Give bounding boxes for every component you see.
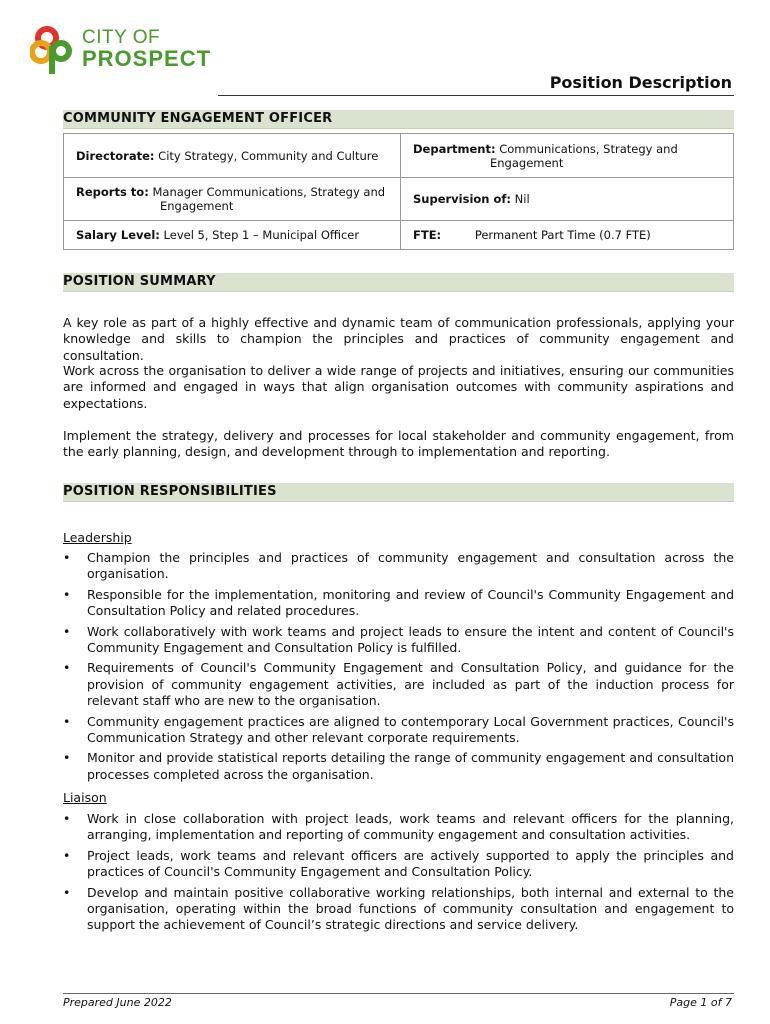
list-item: • Project leads, work teams and relevant officers are actively supported to apply the principles and practices of Council's Community Engagement and Consultation Policy. bbox=[63, 848, 734, 881]
fte-cell bbox=[401, 221, 734, 250]
summary-heading-band bbox=[63, 273, 734, 292]
list-item: • Responsible for the implementation, monitoring and review of Council's Community Engagement and Consultation Policy and related procedures. bbox=[63, 587, 734, 620]
footer-page-number: Page 1 of 7 bbox=[669, 996, 732, 1009]
supervision-cell bbox=[401, 178, 734, 221]
footer-prepared-date: Prepared June 2022 bbox=[63, 996, 172, 1009]
position-title-band bbox=[63, 110, 734, 129]
directorate-value: City Strategy, Community and Culture bbox=[158, 148, 379, 163]
department-value: Communications, Strategy and Engagement bbox=[490, 141, 678, 170]
table-row bbox=[64, 221, 734, 250]
directorate-cell bbox=[64, 134, 401, 178]
summary-heading: POSITION SUMMARY bbox=[63, 274, 216, 289]
department-cell bbox=[401, 134, 734, 178]
summary-paragraph: Work across the organisation to deliver a wide range of projects and initiatives, ensuring our communities are informed and engaged in ways that align organisation outcomes with community aspirations and expectations. bbox=[63, 363, 734, 411]
title-divider bbox=[218, 95, 734, 96]
logo-line-2: PROSPECT bbox=[82, 46, 212, 71]
summary-paragraph: Implement the strategy, delivery and processes for local stakeholder and community engagement, from the early planning, design, and development through to implementation and reporting. bbox=[63, 428, 734, 460]
liaison-list bbox=[63, 811, 734, 938]
position-info-table bbox=[63, 133, 734, 250]
table-row bbox=[64, 134, 734, 178]
reports-to-cell bbox=[64, 178, 401, 221]
city-of-prospect-logo bbox=[30, 22, 215, 77]
liaison-subheading: Liaison bbox=[63, 790, 107, 805]
fte-value: Permanent Part Time (0.7 FTE) bbox=[474, 228, 651, 242]
position-title: COMMUNITY ENGAGEMENT OFFICER bbox=[63, 111, 333, 126]
supervision-value: Nil bbox=[514, 192, 530, 206]
leadership-list bbox=[63, 550, 734, 787]
reports-to-value: Manager Communications, Strategy and Engagement bbox=[152, 185, 386, 213]
list-item: • Work collaboratively with work teams and project leads to ensure the intent and content of Council's Community Engagement and Consultation Policy is fulfilled. bbox=[63, 624, 734, 657]
salary-label: Salary Level: bbox=[76, 228, 160, 242]
reports-to-label: Reports to: bbox=[76, 185, 149, 199]
logo-mark-icon bbox=[30, 24, 80, 76]
document-title: Position Description bbox=[549, 73, 732, 92]
fte-label: FTE: bbox=[413, 228, 442, 242]
list-item: • Community engagement practices are aligned to contemporary Local Government practices, Council's Communication Strategy and other relevant corporate requirements. bbox=[63, 714, 734, 747]
list-item: • Champion the principles and practices of community engagement and consultation across the organisation. bbox=[63, 550, 734, 583]
leadership-subheading: Leadership bbox=[63, 530, 132, 545]
table-row bbox=[64, 178, 734, 221]
department-label: Department: bbox=[413, 141, 496, 156]
summary-paragraph: A key role as part of a highly effective and dynamic team of communication professionals, applying your knowledge and skills to champion the principles and practices of community engagement and consultation. bbox=[63, 315, 734, 363]
list-item: • Monitor and provide statistical reports detailing the range of community engagement and consultation processes completed across the organisation. bbox=[63, 750, 734, 783]
logo-line-1: CITY OF bbox=[82, 27, 161, 48]
list-item: • Develop and maintain positive collaborative working relationships, both internal and external to the organisation, operating within the broad functions of community consultation and engagement to support the achievement of Council’s strategic directions and service delivery. bbox=[63, 885, 734, 934]
list-item: • Requirements of Council's Community Engagement and Consultation Policy, and guidance for the provision of community engagement activities, are included as part of the induction process for relevant staff who are new to the organisation. bbox=[63, 660, 734, 709]
salary-value: Level 5, Step 1 – Municipal Officer bbox=[163, 228, 360, 242]
footer-divider bbox=[63, 993, 734, 994]
supervision-label: Supervision of: bbox=[413, 192, 511, 206]
responsibilities-heading-band bbox=[63, 483, 734, 502]
responsibilities-heading: POSITION RESPONSIBILITIES bbox=[63, 484, 277, 499]
list-item: • Work in close collaboration with project leads, work teams and relevant officers for the planning, arranging, implementation and reporting of community engagement and consultation activities. bbox=[63, 811, 734, 844]
salary-cell bbox=[64, 221, 401, 250]
directorate-label: Directorate: bbox=[76, 148, 155, 163]
